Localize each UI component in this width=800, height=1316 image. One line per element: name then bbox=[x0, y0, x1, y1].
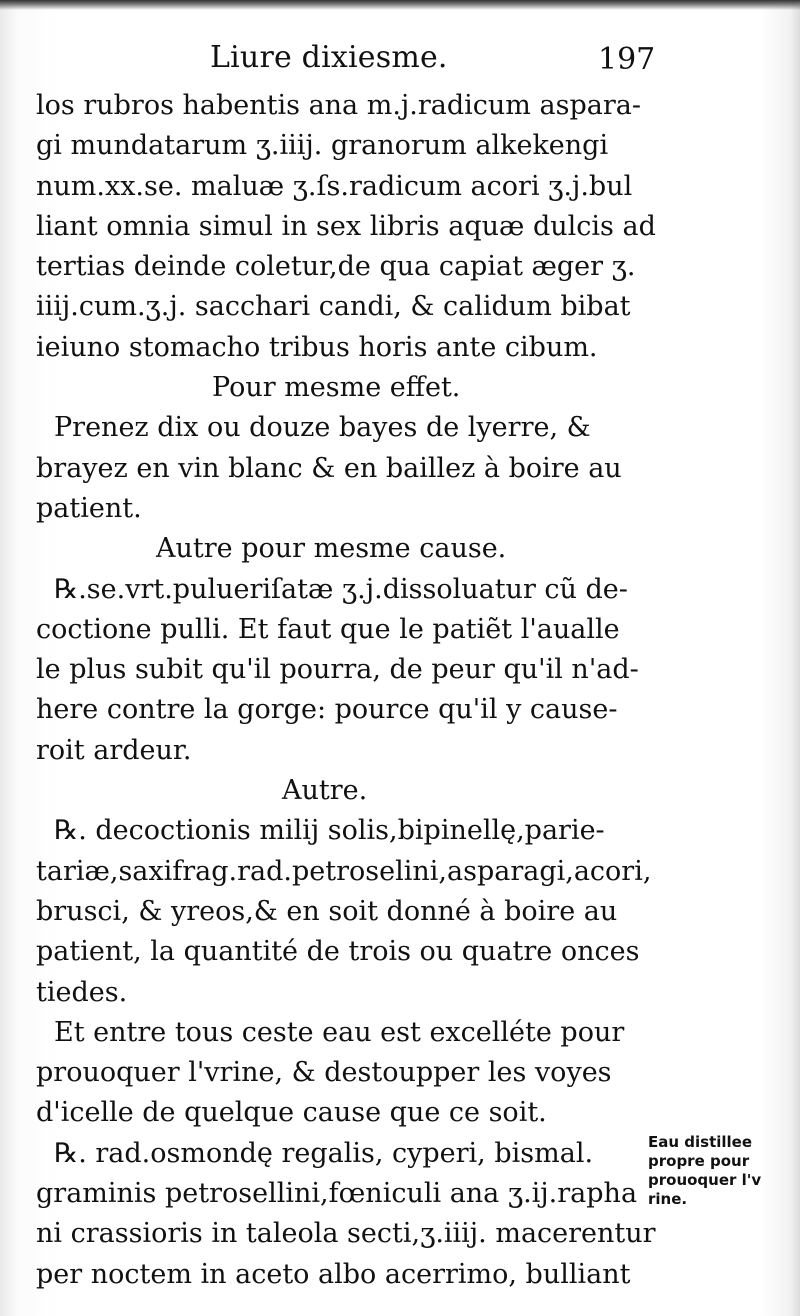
text-line: ni crassioris in taleola secti,ʒ.iiij. macerentur bbox=[36, 1218, 656, 1250]
text-line: brusci, & yreos,& en soit donné à boire au bbox=[36, 895, 618, 927]
margin-note-line: propre pour bbox=[648, 1152, 750, 1170]
text-line: Et entre tous ceste eau est excelléte pour bbox=[54, 1016, 625, 1048]
page-header bbox=[210, 40, 660, 90]
text-line: coctione pulli. Et faut que le patiẽt l'aualle bbox=[36, 613, 620, 645]
text-line: prouoquer l'vrine, & destoupper les voyes bbox=[36, 1057, 612, 1089]
section-heading: Pour mesme effet. bbox=[212, 372, 461, 404]
text-line: iiij.cum.ʒ.j. sacchari candi, & calidum bibat bbox=[36, 291, 631, 323]
page-number: 197 bbox=[598, 42, 656, 77]
text-line: ℞.se.vrt.pulueriſatæ ʒ.j.dissoluatur cũ de- bbox=[54, 573, 628, 605]
text-line: liant omnia simul in sex libris aquæ dulcis ad bbox=[36, 210, 656, 242]
text-line: roit ardeur. bbox=[36, 734, 192, 766]
text-line: patient, la quantité de trois ou quatre onces bbox=[36, 936, 640, 968]
text-line: tertias deinde coletur,de qua capiat æger ʒ. bbox=[36, 251, 636, 283]
text-line: graminis petrosellini,fœniculi ana ʒ.ij.rapha bbox=[36, 1178, 638, 1210]
margin-note-line: Eau distillee bbox=[648, 1133, 753, 1151]
text-line: los rubros habentis ana m.j.radicum aspara- bbox=[36, 90, 641, 121]
section-heading: Autre pour mesme cause. bbox=[156, 533, 507, 565]
page-top-shadow bbox=[0, 0, 800, 10]
text-line: gi mundatarum ʒ.iiij. granorum alkekengi bbox=[36, 130, 609, 162]
text-line: ℞. decoctionis milij solis,bipinellę,parie- bbox=[54, 815, 605, 847]
text-line: le plus subit qu'il pourra, de peur qu'il n'ad- bbox=[36, 654, 639, 686]
text-line: per noctem in aceto albo acerrimo, bulliant bbox=[36, 1258, 631, 1290]
text-line: brayez en vin blanc & en baillez à boire au bbox=[36, 452, 622, 484]
text-line: Prenez dix ou douze bayes de lyerre, & bbox=[54, 412, 591, 444]
text-line: num.xx.se. maluæ ʒ.ſs.radicum acori ʒ.j.bul bbox=[36, 170, 633, 202]
section-heading: Autre. bbox=[282, 775, 368, 807]
text-line: d'icelle de quelque cause que ce soit. bbox=[36, 1097, 547, 1129]
margin-note-line: prouoquer l'v bbox=[648, 1171, 762, 1189]
text-line: ℞. rad.osmondę regalis, cyperi, bismal. bbox=[54, 1137, 594, 1169]
margin-note-line: rine. bbox=[648, 1190, 688, 1208]
text-line: tariæ,saxifrag.rad.petroselini,asparagi,acori, bbox=[36, 855, 652, 887]
text-line: here contre la gorge: pource qu'il y cause- bbox=[36, 694, 618, 726]
text-line: ieiuno stomacho tribus horis ante cibum. bbox=[36, 331, 598, 363]
running-title: Liure dixiesme. bbox=[210, 40, 448, 75]
margin-note bbox=[648, 1133, 788, 1209]
text-line: tiedes. bbox=[36, 976, 128, 1008]
text-line: patient. bbox=[36, 492, 142, 524]
body-text bbox=[36, 86, 656, 1295]
